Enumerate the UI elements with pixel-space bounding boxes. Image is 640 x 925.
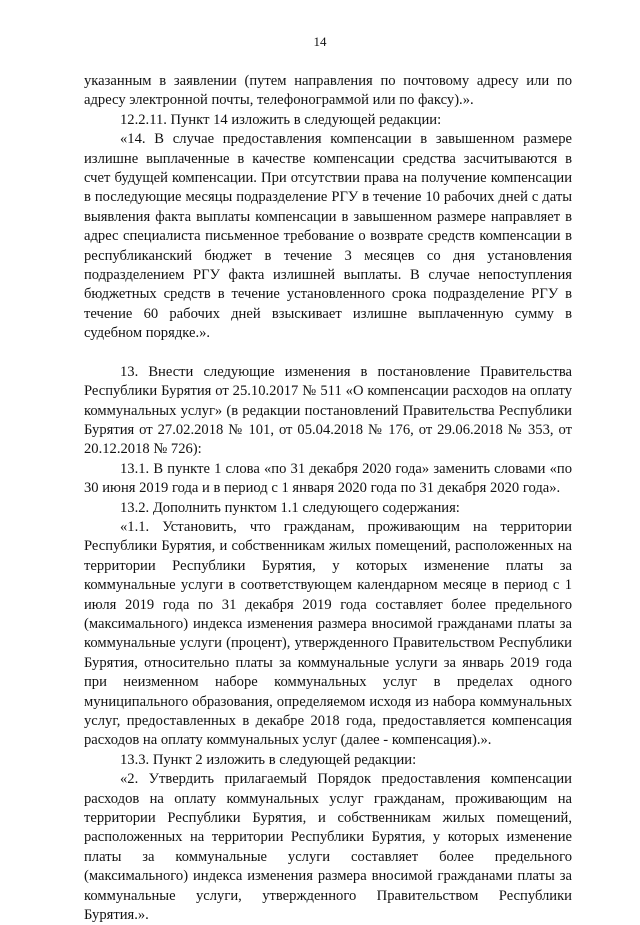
paragraph-item-13-2: 13.2. Дополнить пунктом 1.1 следующего содержания: [120, 499, 460, 516]
page-number: 14 [313, 34, 327, 49]
paragraph-quote-14: «14. В случае предоставления компенсации в завышенном размере излишне выплаченные в качестве компенсации средства засчитываются в счет будущей компенсации. При отсутствии права на получение компенсации в последующие месяцы подразделение РГУ в течение 10 рабочих дней с даты выявления факта выплаты компенсации в завышенном размере направляет в адрес специалиста письменное требование о возврате средств компенсации в республиканский бюджет в течение 3 месяцев со дня установления подразделением РГУ факта излишней выплаты. В случае непоступления бюджетных средств в течение установленного срока подразделение РГУ в течение 60 рабочих дней взыскивает излишне выплаченную сумму в судебном порядке.». [84, 131, 572, 342]
paragraph-item-12-2-11: 12.2.11. Пункт 14 изложить в следующей редакции: [120, 111, 442, 128]
document-body [84, 72, 572, 925]
paragraph-item-13: 13. Внести следующие изменения в постановление Правительства Республики Бурятия от 25.10.2017 № 511 «О компенсации расходов на оплату коммунальных услуг» (в редакции постановлений Правительства Республики Бурятия от 27.02.2018 № 101, от 05.04.2018 № 176, от 29.06.2018 № 353, от 20.12.2018 № 726): [84, 363, 572, 458]
paragraph-quote-2: «2. Утвердить прилагаемый Порядок предоставления компенсации расходов на оплату коммунальных услуг гражданам, проживающим на территории Республики Бурятия, и собственникам жилых помещений, расположенных на территории Республики Бурятия, у которых изменение платы за коммунальные услуги составляет более предельного (максимального) индекса изменения размера вносимой гражданами платы за коммунальные услуги, утвержденного Правительством Республики Бурятия.». [84, 771, 572, 924]
paragraph-item-13-1: 13.1. В пункте 1 слова «по 31 декабря 2020 года» заменить словами «по 30 июня 2019 года и в период с 1 января 2020 года по 31 декабря 2020 года». [84, 460, 572, 497]
paragraph-quote-1-1: «1.1. Установить, что гражданам, проживающим на территории Республики Бурятия, и собственникам жилых помещений, расположенных на территории Республики Бурятия, у которых изменение платы за коммунальные услуги в соответствующем календарном месяце в период с 1 июля 2019 года по 31 декабря 2019 года составляет более предельного (максимального) индекса изменения размера вносимой гражданами платы за коммунальные услуги (процент), утвержденного Правительством Республики Бурятия, относительно платы за коммунальные услуги за январь 2019 года при неизменном наборе коммунальных услуг в пределах одного муниципального образования, определяемом исходя из набора коммунальных услуг, предоставленных в декабре 2018 года, предоставляется компенсация расходов на оплату коммунальных услуг (далее - компенсация).». [84, 518, 572, 749]
paragraph-continuation: указанным в заявлении (путем направления по почтовому адресу или по адресу электронной почты, телефонограммой или по факсу).». [84, 73, 572, 109]
paragraph-item-13-3: 13.3. Пункт 2 изложить в следующей редакции: [120, 751, 417, 768]
